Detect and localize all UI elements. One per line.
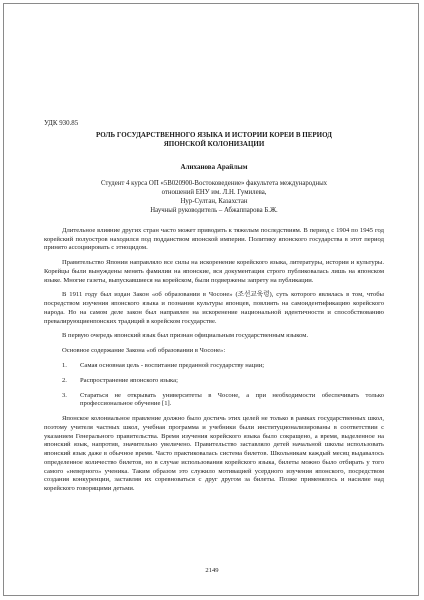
list-item: [44, 392, 384, 410]
article-title-line-1: РОЛЬ ГОСУДАРСТВЕННОГО ЯЗЫКА И ИСТОРИИ КОРЕИ В ПЕРИОД: [95, 131, 333, 140]
list-item: [44, 377, 384, 386]
affiliation-line-1: Студент 4 курса ОП «5В020900-Востоковедение» факультета международных: [100, 179, 328, 187]
paragraph-4: В первую очередь японский язык был признан официальным государственным языком.: [62, 332, 309, 340]
paragraph-3: В 1911 году был издан Закон «об образовании в Чосоне» (조선교육령), суть которого являлась в том, чтобы посредством изучения японского языка и познания культуры японцев, повлиять на самоидентификацию корейского народа. Но на самом деле закон был направлен на искоренение национальной идентичности и способствованию превалирующиенпонских традиций в корейском государстве.: [44, 291, 384, 325]
list-item-text: Распространение японского языка;: [80, 376, 178, 384]
article-title-line-2: ЯПОНСКОЙ КОЛОНИЗАЦИИ: [163, 140, 265, 149]
article-content: [44, 119, 384, 500]
paragraph-5: Основное содержание Закона «об образовании в Чосоне»:: [62, 347, 226, 355]
list-item: [44, 362, 384, 371]
paragraph-1: Длительное влияние других стран часто может приводить к тяжелым последствиям. В период с 1904 по 1945 год корейский полуостров находился под подданством японской империи. Политику японского государства в этот период принято ассоциировать с этноцидом.: [44, 226, 384, 252]
author-affiliation: [44, 179, 384, 215]
affiliation-line-2: отношений ЕНУ им. Л.Н. Гумилева,: [161, 188, 267, 196]
author-name: Алиханова Арайлым: [180, 163, 248, 172]
affiliation-line-3: Нур-Султан, Казахстан: [180, 197, 248, 205]
list-item-text: Стараться не открывать университеты в Чосоне, а при необходимости обеспечивать только профессиональное обучение [1].: [80, 391, 384, 408]
list-item-number: 3.: [62, 391, 67, 399]
paragraph-2: Правительство Японии направляло все силы на искоренение корейского языка, литературы, истории и культуры. Корейцы были вынуждены менять фамилии на японские, вся документация строго публиковалась лишь на японском языке. Многие газеты, выпускавшиеся на корейском, были подвержены запрету на публикации.: [44, 259, 384, 284]
udk-code: УДК 930.85: [44, 120, 79, 127]
article-title: [44, 131, 384, 149]
list-item-number: 2.: [62, 376, 67, 384]
affiliation-line-4: Научный руководитель – Абжаппарова Б.Ж.: [150, 206, 278, 214]
list-item-number: 1.: [62, 361, 67, 369]
page-number: 2149: [205, 567, 219, 574]
list-item-text: Самая основная цель - воспитание преданной государству нации;: [80, 361, 265, 369]
paragraph-6: Японское колониальное правление должно было достичь этих целей не только в рамках государственных школ, поэтому учителя частных школ, учебная программа и учебники были институционализированы в соответствии с указанием Генерального правительства. Время изучения корейского языка было сокращено, а время, выделенное на японский язык, напротив, значительно увеличено. Правительство заставляло детей начальной школы использовать японский язык даже в обычное время. Часто практиковалась система билетов. Школьникам каждый месяц выдавалось определенное количество билетов, но в случае использования корейского языка, билеты можно было отбирать у того самого «неверного» ученика. Таким образом это служило мотивацией усердного изучения японского, посредством создания конкуренции, заставляя их соревноваться с друг другом за билеты. Позже применялось и насилие над корейского говорящими детьми.: [44, 415, 384, 493]
article-body: [44, 227, 384, 494]
